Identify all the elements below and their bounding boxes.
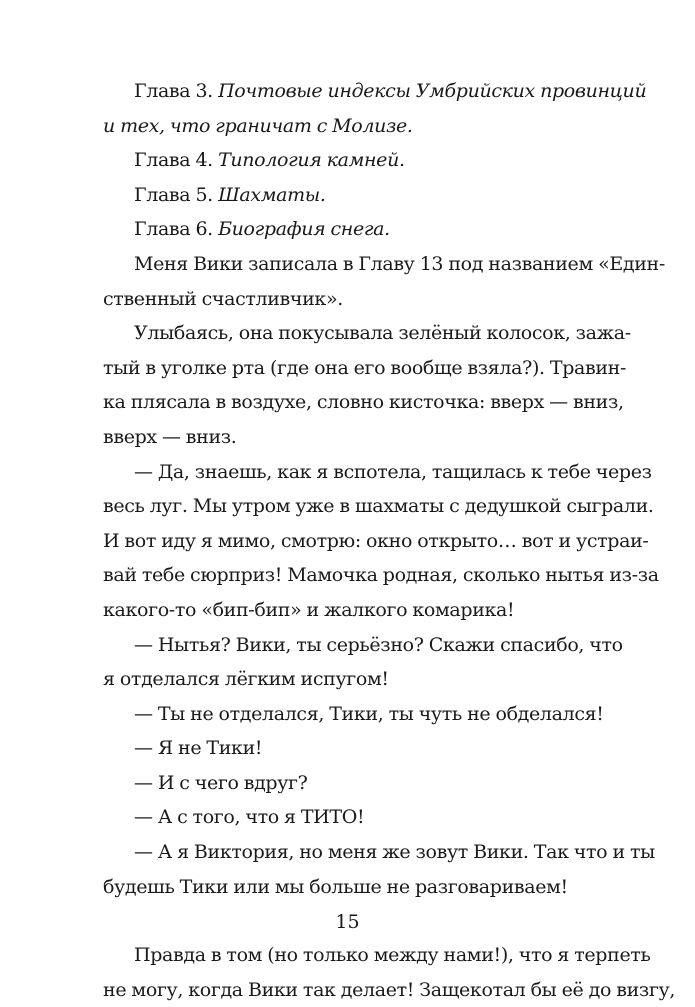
dialogue-line: — И с чего вдруг? (134, 771, 308, 794)
dialogue-line: вай тебе сюрприз! Мамочка родная, сколько нытья из-за (103, 564, 659, 587)
dialogue-line: какого-то «бип-бип» и жалкого комарика! (103, 598, 515, 621)
chapter-line-3: Глава 3. Почтовые индексы Умбрийских провинций (134, 80, 647, 102)
dialogue-line: — А я Виктория, но меня же зовут Вики. Так что и ты (134, 841, 655, 864)
chapter-line-5: Глава 5. Шахматы. (134, 183, 326, 206)
chapter-line-3-continued: и тех, что граничат с Молизе. (103, 114, 413, 137)
dialogue-line: — А с того, что я ТИТО! (134, 806, 365, 829)
chapter-line-6: Глава 6. Биография снега. (134, 218, 390, 241)
paragraph-line: Правда в том (но только между нами!), что я терпеть (134, 944, 651, 967)
chapter-line-4: Глава 4. Типология камней. (134, 149, 405, 172)
paragraph-line: ка плясала в воздухе, словно кисточка: вверх — вниз, (103, 391, 624, 414)
paragraph-line: вверх — вниз. (103, 425, 237, 448)
page-body (103, 74, 676, 1007)
page-number: 15 (335, 911, 360, 933)
dialogue-line: — Я не Тики! (134, 737, 263, 760)
dialogue-line: будешь Тики или мы больше не разговариваем! (103, 875, 568, 898)
dialogue-line: я отделался лёгким испугом! (103, 668, 389, 691)
paragraph-line: Улыбаясь, она покусывала зелёный колосок, зажа- (134, 322, 631, 345)
paragraph-line: Меня Вики записала в Главу 13 под названием «Един- (134, 252, 665, 275)
dialogue-line: — Нытья? Вики, ты серьёзно? Скажи спасибо, что (134, 633, 623, 656)
dialogue-line: — Да, знаешь, как я вспотела, тащилась к тебе через (134, 460, 652, 483)
paragraph-line: ственный счастливчик». (103, 287, 343, 310)
paragraph-line: не могу, когда Вики так делает! Защекотал бы её до визгу, (103, 978, 676, 1001)
dialogue-line: весь луг. Мы утром уже в шахматы с дедушкой сыграли. (103, 495, 654, 518)
paragraph-line: тый в уголке рта (где она его вообще взяла?). Травин- (103, 356, 627, 379)
dialogue-line: И вот иду я мимо, смотрю: окно открыто… вот и устраи- (103, 529, 649, 552)
dialogue-line: — Ты не отделался, Тики, ты чуть не обделался! (134, 702, 604, 725)
